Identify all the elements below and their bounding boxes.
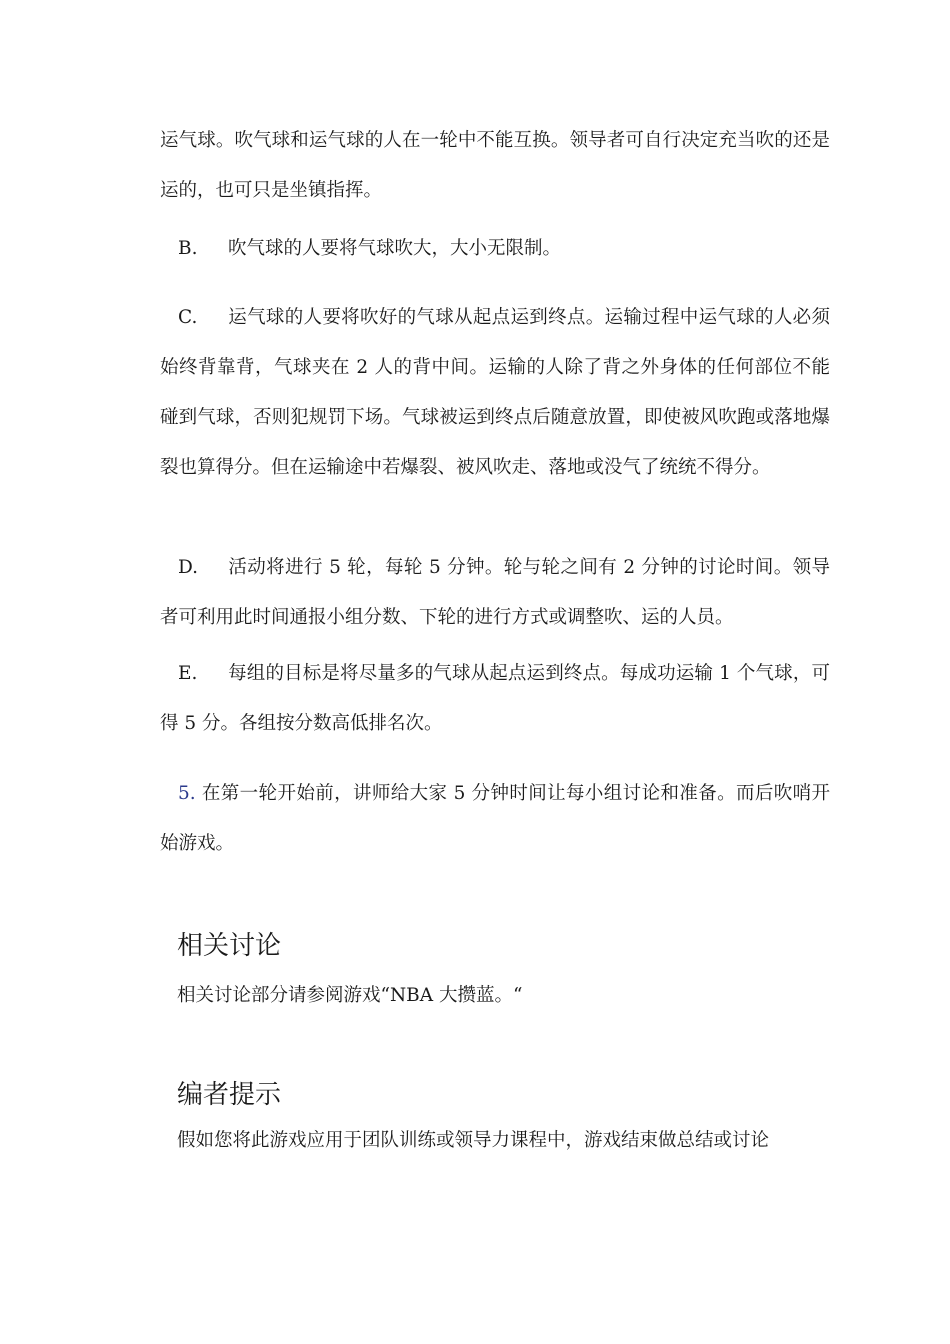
step-number: 5.	[178, 783, 196, 804]
step-5-paragraph	[160, 769, 830, 869]
rule-label: C.	[178, 307, 198, 328]
rule-item-c	[160, 293, 830, 493]
rule-text: 活动将进行 5 轮，每轮 5 分钟。轮与轮之间有 2 分钟的讨论时间。领导者可利用此时间通报小组分数、下轮的进行方式或调整吹、运的人员。	[160, 557, 830, 628]
section-heading-editor: 编者提示	[177, 1080, 282, 1110]
rule-label: D.	[178, 557, 199, 578]
rule-label: E.	[178, 663, 198, 684]
rule-text: 每组的目标是将尽量多的气球从起点运到终点。每成功运输 1 个气球，可得 5 分。各组按分数高低排名次。	[160, 663, 830, 734]
rule-label: B.	[178, 238, 198, 259]
step-text: 在第一轮开始前，讲师给大家 5 分钟时间让每小组讨论和准备。而后吹哨开始游戏。	[160, 783, 830, 854]
rule-text: 吹气球的人要将气球吹大，大小无限制。	[228, 238, 562, 259]
rule-text: 运气球的人要将吹好的气球从起点运到终点。运输过程中运气球的人必须始终背靠背，气球夹在 2 人的背中间。运输的人除了背之外身体的任何部位不能碰到气球，否则犯规罚下场。气球被运到终点后随意放置，即使被风吹跑或落地爆裂也算得分。但在运输途中若爆裂、被风吹走、落地或没气了统统不得分。	[160, 307, 830, 478]
intro-paragraph: 运气球。吹气球和运气球的人在一轮中不能互换。领导者可自行决定充当吹的还是运的，也可只是坐镇指挥。	[160, 130, 830, 201]
rule-item-b	[160, 224, 830, 274]
section-text-editor: 假如您将此游戏应用于团队训练或领导力课程中，游戏结束做总结或讨论	[177, 1130, 770, 1151]
section-text-discussion: 相关讨论部分请参阅游戏“NBA 大攒蓝。“	[177, 985, 523, 1006]
section-heading-discussion: 相关讨论	[177, 931, 282, 961]
rule-item-d	[160, 543, 830, 643]
rule-item-e	[160, 649, 830, 749]
